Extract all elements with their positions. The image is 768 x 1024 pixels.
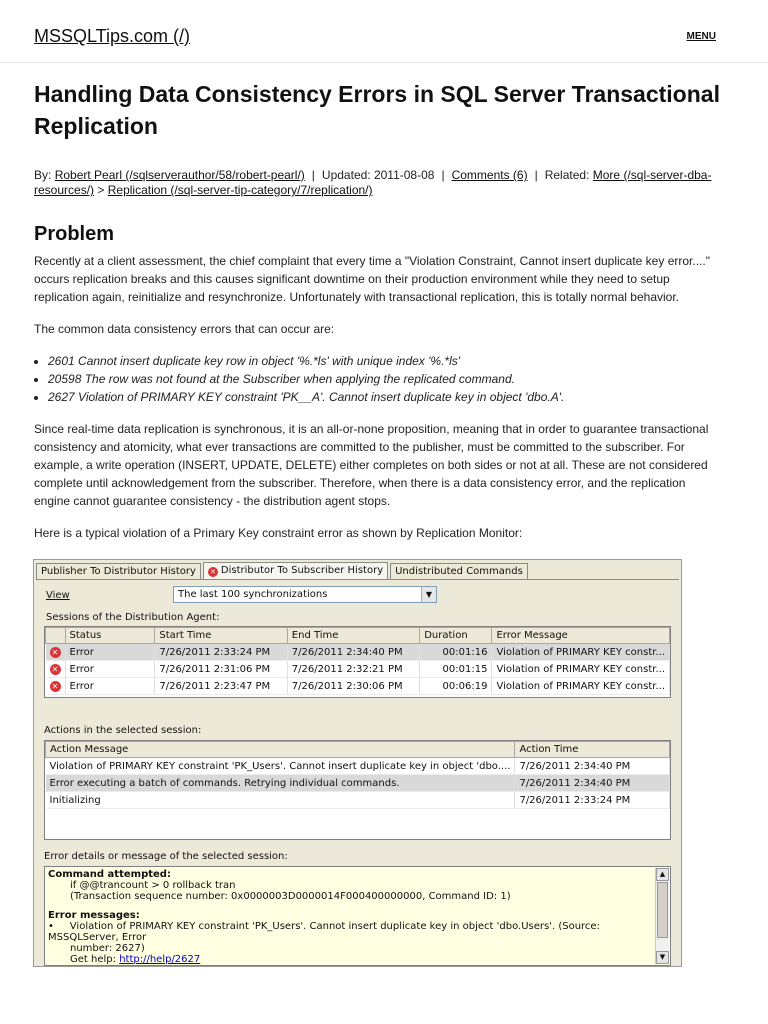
- list-item: • 2627 Violation of PRIMARY KEY constraint 'PK__A'. Cannot insert duplicate key in object 'dbo.A'.: [48, 388, 724, 406]
- error-details-box[interactable]: [44, 866, 671, 966]
- comments-link[interactable]: Comments (6): [451, 168, 528, 182]
- message-cell: Violation of PRIMARY KEY constr...: [492, 678, 670, 695]
- details-label: Error details or message of the selected session:: [44, 851, 288, 862]
- action-time-cell: 7/26/2011 2:34:40 PM: [515, 758, 670, 775]
- action-time-cell: 7/26/2011 2:34:40 PM: [515, 775, 670, 792]
- error-message-line: • Violation of PRIMARY KEY constraint 'PK_Users'. Cannot insert duplicate key in object 'dbo.Users'. (Source: MSSQLServer, Error: [48, 921, 600, 943]
- duration-cell: 00:06:19: [420, 678, 492, 695]
- table-row[interactable]: [46, 661, 670, 678]
- error-list: [34, 352, 724, 406]
- by-prefix: By:: [34, 168, 52, 182]
- article: [34, 78, 724, 556]
- message-cell: Violation of PRIMARY KEY constr...: [492, 661, 670, 678]
- actions-header-row: [46, 742, 670, 758]
- error-icon: ✕: [208, 567, 218, 577]
- start-cell: 7/26/2011 2:23:47 PM: [155, 678, 287, 695]
- error-message-text: Violation of PRIMARY KEY constraint 'PK_Users'. Cannot insert duplicate key in object 'dbo.Users'. (Source: MSSQLServer, Error: [48, 921, 600, 943]
- scroll-up-icon[interactable]: ▲: [656, 868, 669, 881]
- scroll-thumb[interactable]: [657, 882, 668, 938]
- column-header[interactable]: Error Message: [492, 628, 670, 644]
- column-header[interactable]: Start Time: [155, 628, 287, 644]
- header-divider: [0, 62, 768, 63]
- related-more-link[interactable]: More (/sql-server-dba-resources/): [34, 168, 712, 197]
- end-cell: 7/26/2011 2:34:40 PM: [287, 644, 419, 661]
- column-header[interactable]: Status: [65, 628, 155, 644]
- chevron-down-icon[interactable]: ▼: [421, 587, 436, 602]
- table-row[interactable]: [46, 775, 670, 792]
- table-row[interactable]: [46, 678, 670, 695]
- duration-cell: 00:01:15: [420, 661, 492, 678]
- related-replication-link[interactable]: Replication (/sql-server-tip-category/7/replication/): [107, 183, 373, 197]
- column-header[interactable]: Action Time: [515, 742, 670, 758]
- view-label: View: [46, 590, 70, 601]
- end-cell: 7/26/2011 2:30:06 PM: [287, 678, 419, 695]
- tab-label: Distributor To Subscriber History: [220, 565, 384, 576]
- breadcrumb-arrow: >: [97, 183, 105, 197]
- column-header[interactable]: Action Message: [46, 742, 515, 758]
- start-cell: 7/26/2011 2:31:06 PM: [155, 661, 287, 678]
- error-icon: ✕: [50, 681, 61, 692]
- status-cell: Error: [65, 661, 155, 678]
- replication-monitor-screenshot: [33, 559, 682, 967]
- error-message-line: number: 2627): [70, 943, 145, 954]
- message-cell: Violation of PRIMARY KEY constr...: [492, 644, 670, 661]
- paragraph-1: Recently at a client assessment, the chief complaint that every time a "Violation Constraint, Cannot insert duplicate key error...." occurs replication breaks and this causes significant downtime on their production environment while they need to setup replication again, reinitialize and resynchronize. Unfortunately with transactional replication, this is totally normal behavior.: [34, 254, 710, 304]
- error-icon: ✕: [50, 647, 61, 658]
- scroll-down-icon[interactable]: ▼: [656, 951, 669, 964]
- list-item: • 20598 The row was not found at the Subscriber when applying the replicated command.: [48, 370, 724, 388]
- paragraph-2: The common data consistency errors that can occur are:: [34, 322, 335, 336]
- command-line: (Transaction sequence number: 0x0000003D0000014F000400000000, Command ID: 1): [70, 891, 511, 902]
- paragraph-3: Since real-time data replication is synchronous, it is an all-or-none proposition, meaning that in order to guarantee transactional consistency and atomicity, what ever transactions are committed to the publisher, must be committed to the subscriber. For example, a write operation (INSERT, UPDATE, DELETE) either completes on both sides or not at all. These are not considered complete until acknowledgement from the subscriber. Therefore, when there is a data consistency error, and the replication engine cannot guarantee consistency - the distribution agent stops.: [34, 422, 709, 508]
- action-message-cell: Error executing a batch of commands. Retrying individual commands.: [46, 775, 515, 792]
- command-heading: Command attempted:: [48, 869, 171, 880]
- status-cell: Error: [65, 644, 155, 661]
- site-title-link[interactable]: MSSQLTips.com (/): [34, 26, 191, 46]
- site-header: [34, 26, 718, 50]
- author-link[interactable]: Robert Pearl (/sqlserverauthor/58/robert-pearl/): [54, 168, 305, 182]
- paragraph-4: Here is a typical violation of a Primary Key constraint error as shown by Replication Monitor:: [34, 526, 523, 540]
- start-cell: 7/26/2011 2:33:24 PM: [155, 644, 287, 661]
- sessions-grid: [44, 626, 671, 698]
- actions-label: Actions in the selected session:: [44, 725, 202, 736]
- tab-undistributed-commands[interactable]: Undistributed Commands: [390, 563, 528, 580]
- table-row[interactable]: [46, 644, 670, 661]
- details-scrollbar[interactable]: [655, 868, 669, 964]
- view-select-value: The last 100 synchronizations: [178, 589, 328, 600]
- menu-button[interactable]: MENU: [686, 31, 716, 42]
- problem-heading: Problem: [34, 223, 115, 245]
- sessions-header-row: [46, 628, 670, 644]
- view-select[interactable]: [173, 586, 437, 603]
- table-row[interactable]: [46, 758, 670, 775]
- help-prefix: Get help:: [70, 954, 116, 965]
- column-header[interactable]: Duration: [420, 628, 492, 644]
- end-cell: 7/26/2011 2:32:21 PM: [287, 661, 419, 678]
- column-header[interactable]: End Time: [287, 628, 419, 644]
- byline: By: Robert Pearl (/sqlserverauthor/58/robert-pearl/) | Updated: 2011-08-08 | Comments (6) | Related: More (/sql-server-dba-resources/) > Replication (/sql-server-tip-category/7/replication/): [34, 168, 712, 197]
- monitor-tabs: [36, 562, 530, 580]
- help-link[interactable]: http://help/2627: [119, 954, 201, 965]
- tab-distributor-history[interactable]: [203, 562, 388, 580]
- column-header[interactable]: [46, 628, 66, 644]
- action-time-cell: 7/26/2011 2:33:24 PM: [515, 792, 670, 809]
- action-message-cell: Initializing: [46, 792, 515, 809]
- action-message-cell: Violation of PRIMARY KEY constraint 'PK_Users'. Cannot insert duplicate key in object 'dbo....: [46, 758, 515, 775]
- updated-date: Updated: 2011-08-08: [321, 168, 435, 182]
- help-line: [48, 954, 650, 965]
- status-cell: Error: [65, 678, 155, 695]
- sessions-label: Sessions of the Distribution Agent:: [46, 612, 220, 623]
- actions-grid: [44, 740, 671, 840]
- related-prefix: Related:: [544, 168, 590, 182]
- table-row[interactable]: [46, 792, 670, 809]
- error-messages-heading: Error messages:: [48, 910, 140, 921]
- tab-publisher-history[interactable]: Publisher To Distributor History: [36, 563, 201, 580]
- error-icon: ✕: [50, 664, 61, 675]
- duration-cell: 00:01:16: [420, 644, 492, 661]
- command-line: if @@trancount > 0 rollback tran: [70, 880, 236, 891]
- page-title: Handling Data Consistency Errors in SQL Server Transactional Replication: [34, 81, 720, 139]
- list-item: • 2601 Cannot insert duplicate key row in object '%.*ls' with unique index '%.*ls': [48, 352, 724, 370]
